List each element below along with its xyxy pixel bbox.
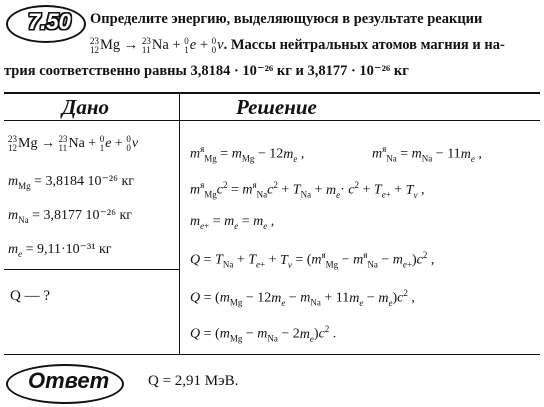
solution-eq-2: $m^я_{Na} = m_{Na} - 11m_e$ ,: [372, 144, 482, 164]
divider-header: [4, 120, 540, 121]
given-header: Дано: [62, 95, 110, 119]
problem-statement: [4, 6, 540, 84]
problem-number: 7.50: [28, 9, 71, 34]
solution-eq-7: $Q = (m_{Mg} - m_{Na} - 2m_e)c^2$ .: [190, 324, 337, 344]
divider-top: [4, 92, 540, 94]
given-reaction: 23 12 Mg → 23 11 Na + 0 1 e + 0 0 ν: [8, 134, 139, 153]
divider-bottom: [4, 354, 540, 355]
divider-column: [179, 93, 180, 354]
given-m-mg: $m_{Mg} = 3,8184$ 10⁻²⁶ кг: [8, 174, 135, 191]
answer-value: Q = 2,91 МэВ.: [148, 373, 239, 389]
given-find: Q — ?: [10, 288, 50, 304]
given-m-na: $m_{Na} = 3,8177$ 10⁻²⁶ кг: [8, 208, 133, 225]
solution-eq-3: $m^я_{Mg}c^2 = m^я_{Na}c^2 + T_{Na} + m_e\cdot c^2 + T_{e+} + T_\nu$ ,: [190, 180, 425, 200]
answer-label: Ответ: [28, 368, 110, 393]
solution-eq-5: $Q = T_{Na} + T_{e+} + T_\nu = (m^я_{Mg} - m^я_{Na} - m_{e+})c^2$ ,: [190, 250, 435, 270]
solution-eq-1: $m^я_{Mg} = m_{Mg} - 12m_e$ ,: [190, 144, 305, 164]
problem-reaction: 23 12 Mg → 23 11 Na + 0 1 e + 0 0 ν: [90, 35, 224, 55]
problem-line-3: трия соответственно равны 3,8184 · 10⁻²⁶ кг и 3,8177 · 10⁻²⁶ кг: [4, 63, 409, 79]
solution-header: Решение: [236, 95, 317, 119]
solution-eq-6: $Q = (m_{Mg} - 12m_e - m_{Na} + 11m_e - m_e)c^2$ ,: [190, 288, 415, 308]
problem-line-1: Определите энергию, выделяющуюся в результате реакции: [90, 11, 483, 27]
divider-given: [4, 269, 179, 270]
problem-line-2: . Массы нейтральных атомов магния и на-: [223, 37, 505, 53]
given-m-e: $m_e = 9,11\cdot 10^{-31}$ кг: [8, 242, 112, 259]
solution-eq-4: $m_{e+} = m_e = m_e$ ,: [190, 214, 275, 231]
